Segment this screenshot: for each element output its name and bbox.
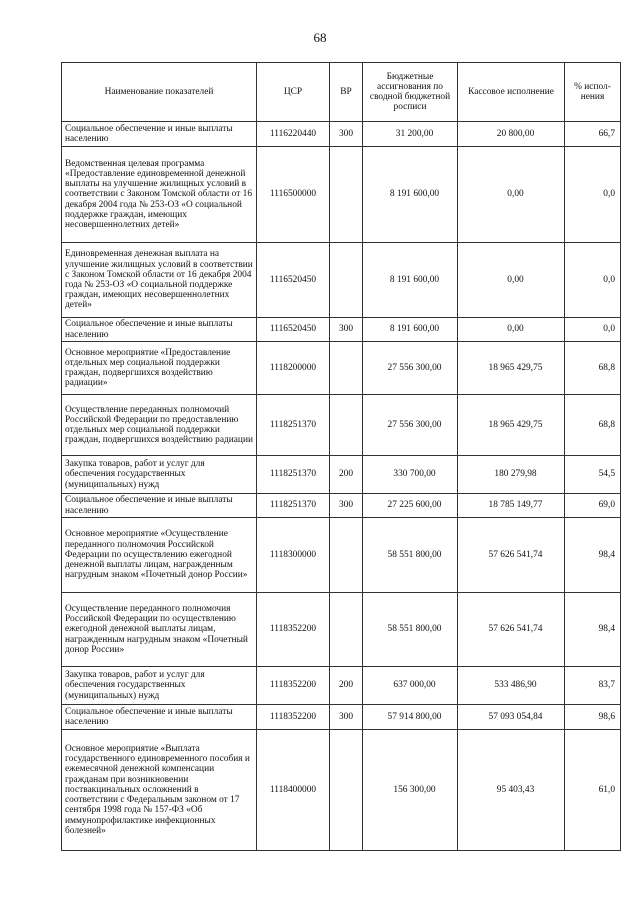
row-csr: 1118251370 [257,494,330,518]
row-pct: 68,8 [565,395,621,456]
row-fact: 18 965 429,75 [458,342,565,395]
table-header-row [62,63,621,122]
row-name: Единовременная денежная выплата на улучшение жилищных условий в соответствии с Законом Томской области от 16 декабря 2004 года № 253-ОЗ «О социальной поддержке граждан, имеющих несовершеннолетних детей» [62,243,257,318]
table-row [62,518,621,593]
row-plan: 8 191 600,00 [363,243,458,318]
header-fact: Кассовое исполнение [458,63,565,122]
row-csr: 1118251370 [257,395,330,456]
header-name: Наименование показателей [62,63,257,122]
row-vr [330,243,363,318]
row-fact: 0,00 [458,147,565,243]
row-name: Основное мероприятие «Выплата государственного единовременного пособия и ежемесячной денежной компенсации гражданам при возникновении поствакцинальных осложнений в соответствии с Федеральным законом от 17 сентября 1998 года № 157-ФЗ «Об иммунопрофилактике инфекционных болезней» [62,730,257,851]
row-name: Закупка товаров, работ и услуг для обеспечения государственных (муниципальных) нужд [62,456,257,494]
row-plan: 58 551 800,00 [363,593,458,667]
row-name: Социальное обеспечение и иные выплаты населению [62,122,257,147]
row-fact: 57 626 541,74 [458,593,565,667]
row-vr: 300 [330,494,363,518]
row-pct: 98,4 [565,593,621,667]
row-csr: 1118300000 [257,518,330,593]
row-fact: 18 785 149,77 [458,494,565,518]
row-pct: 61,0 [565,730,621,851]
row-name: Закупка товаров, работ и услуг для обеспечения государственных (муниципальных) нужд [62,667,257,705]
header-pct: % испол-нения [565,63,621,122]
row-csr: 1116520450 [257,243,330,318]
row-plan: 27 556 300,00 [363,342,458,395]
row-csr: 1116520450 [257,318,330,342]
table-row [62,122,621,147]
row-pct: 0,0 [565,147,621,243]
page-number: 68 [313,30,327,45]
table-row [62,395,621,456]
table-row [62,456,621,494]
row-vr [330,593,363,667]
row-pct: 98,4 [565,518,621,593]
row-plan: 8 191 600,00 [363,147,458,243]
row-plan: 27 556 300,00 [363,395,458,456]
row-fact: 0,00 [458,318,565,342]
row-fact: 57 626 541,74 [458,518,565,593]
row-plan: 31 200,00 [363,122,458,147]
row-fact: 20 800,00 [458,122,565,147]
row-csr: 1116500000 [257,147,330,243]
row-fact: 0,00 [458,243,565,318]
row-fact: 533 486,90 [458,667,565,705]
header-vr: ВР [330,63,363,122]
row-name: Основное мероприятие «Осуществление переданного полномочия Российской Федерации по осуществлению ежегодной денежной выплаты лицам, награжденным нагрудным знаком «Почетный донор России» [62,518,257,593]
table-row [62,147,621,243]
row-fact: 95 403,43 [458,730,565,851]
row-vr: 300 [330,122,363,147]
row-vr [330,342,363,395]
table-row [62,494,621,518]
row-csr: 1118352200 [257,667,330,705]
row-plan: 58 551 800,00 [363,518,458,593]
row-vr: 300 [330,705,363,730]
table-row [62,318,621,342]
row-pct: 66,7 [565,122,621,147]
row-csr: 1118352200 [257,705,330,730]
row-vr: 300 [330,318,363,342]
row-plan: 330 700,00 [363,456,458,494]
row-pct: 54,5 [565,456,621,494]
row-vr [330,518,363,593]
row-csr: 1118251370 [257,456,330,494]
row-pct: 98,6 [565,705,621,730]
row-csr: 1118352200 [257,593,330,667]
row-csr: 1118200000 [257,342,330,395]
table-row [62,730,621,851]
row-pct: 0,0 [565,243,621,318]
row-pct: 68,8 [565,342,621,395]
row-csr: 1116220440 [257,122,330,147]
row-pct: 83,7 [565,667,621,705]
row-name: Основное мероприятие «Предоставление отдельных мер социальной поддержки граждан, подвергшихся воздействию радиации» [62,342,257,395]
row-name: Социальное обеспечение и иные выплаты населению [62,318,257,342]
row-vr [330,147,363,243]
header-csr: ЦСР [257,63,330,122]
table-row [62,342,621,395]
row-vr [330,395,363,456]
row-vr: 200 [330,456,363,494]
row-vr: 200 [330,667,363,705]
row-name: Социальное обеспечение и иные выплаты населению [62,494,257,518]
row-pct: 69,0 [565,494,621,518]
row-pct: 0,0 [565,318,621,342]
row-name: Ведомственная целевая программа «Предоставление единовременной денежной выплаты на улучшение жилищных условий в соответствии с Законом Томской области от 16 декабря 2004 года № 253-ОЗ «О социальной поддержке граждан, имеющих несовершеннолетних детей» [62,147,257,243]
header-plan: Бюджетные ассигнования по сводной бюджетной росписи [363,63,458,122]
row-plan: 637 000,00 [363,667,458,705]
row-fact: 57 093 054,84 [458,705,565,730]
table-row [62,243,621,318]
row-name: Социальное обеспечение и иные выплаты населению [62,705,257,730]
row-fact: 18 965 429,75 [458,395,565,456]
row-name: Осуществление переданного полномочия Российской Федерации по осуществлению ежегодной денежной выплаты лицам, награжденным нагрудным знаком «Почетный донор России» [62,593,257,667]
table-row [62,705,621,730]
row-fact: 180 279,98 [458,456,565,494]
row-plan: 27 225 600,00 [363,494,458,518]
table-row [62,667,621,705]
row-csr: 1118400000 [257,730,330,851]
budget-execution-table [61,62,621,851]
row-plan: 57 914 800,00 [363,705,458,730]
row-vr [330,730,363,851]
table-row [62,593,621,667]
row-plan: 156 300,00 [363,730,458,851]
row-name: Осуществление переданных полномочий Российской Федерации по предоставлению отдельных мер социальной поддержки граждан, подвергшихся воздействию радиации [62,395,257,456]
row-plan: 8 191 600,00 [363,318,458,342]
